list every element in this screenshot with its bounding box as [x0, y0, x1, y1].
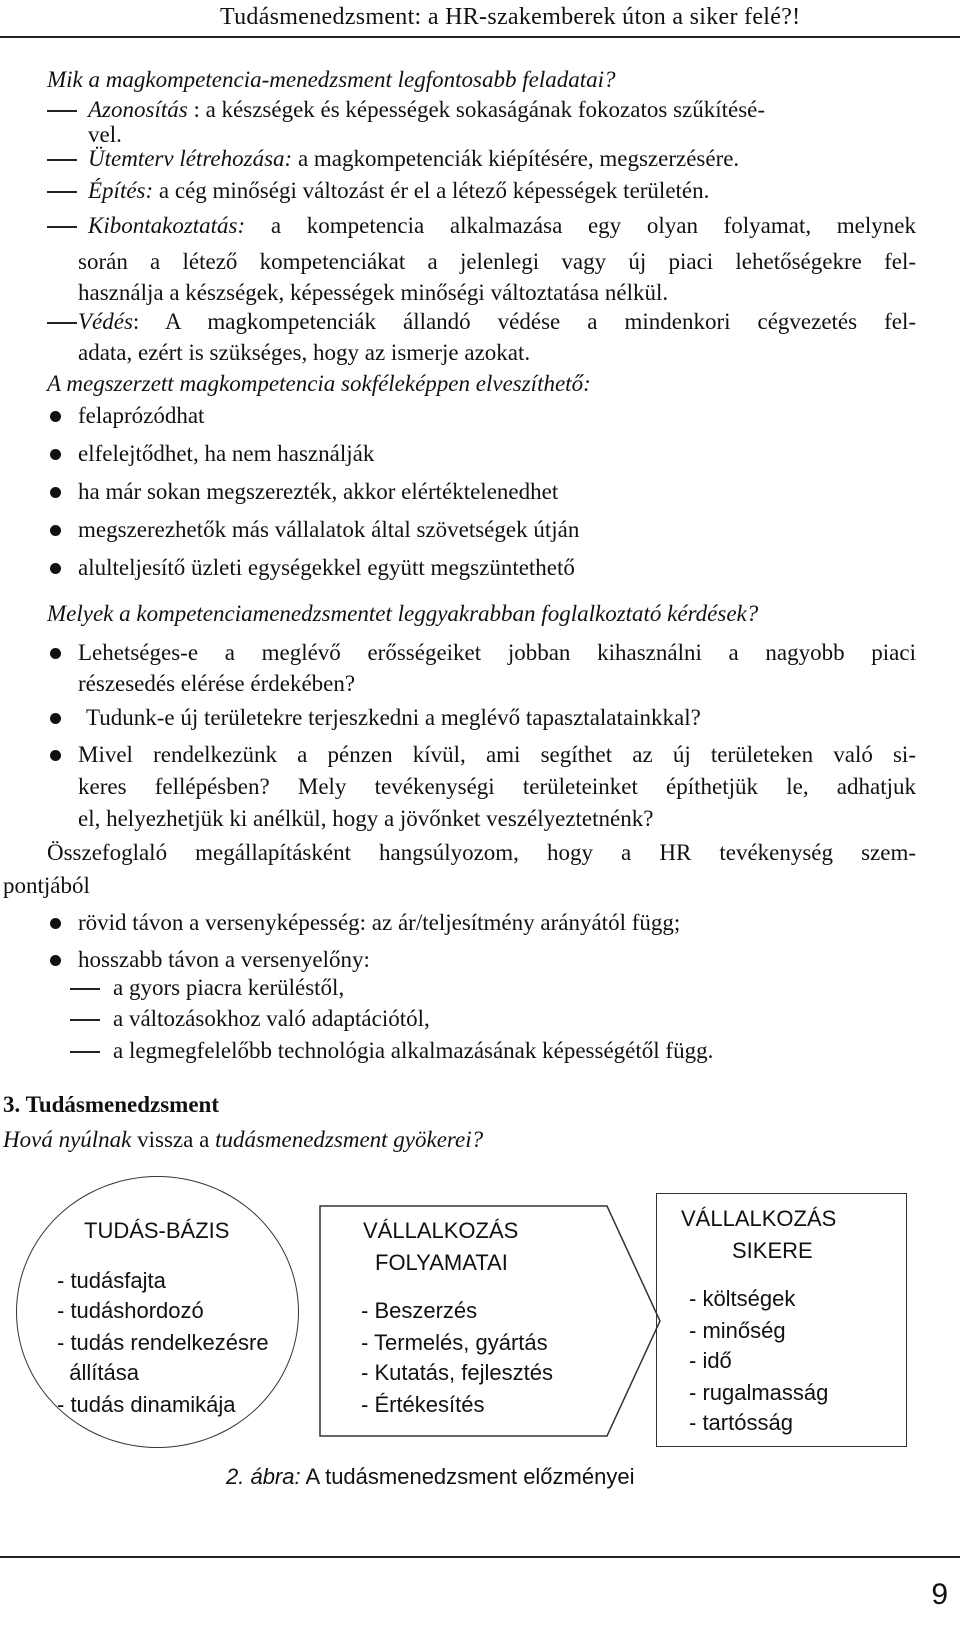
- figure-caption: [226, 1462, 634, 1492]
- item-text: a cég minőségi változást ér el a létező képességek területén.: [153, 178, 710, 203]
- process-item: - Termelés, gyártás: [361, 1330, 548, 1355]
- success-item: - idő: [689, 1348, 732, 1373]
- success-item: - minőség: [689, 1318, 786, 1343]
- bullet-item: elfelejtődhet, ha nem használják: [78, 441, 375, 466]
- success-item: - rugalmasság: [689, 1380, 829, 1405]
- item-azonositas-cont: vel.: [88, 122, 122, 147]
- section-heading: 3. Tudásmenedzsment: [3, 1092, 219, 1117]
- footer-rule: [0, 1556, 960, 1558]
- sub-dash-item: a gyors piacra kerüléstől,: [113, 975, 345, 1000]
- item-kibontakoztatas-l3: használja a készségek, képességek minőségi változtatása nélkül.: [78, 280, 669, 305]
- circle-title: TUDÁS-BÁZIS: [84, 1218, 230, 1243]
- term: Ütemterv létrehozása:: [88, 146, 293, 171]
- process-item: - Beszerzés: [361, 1298, 478, 1323]
- caption-label: 2. ábra:: [226, 1464, 301, 1489]
- bullet-item: rövid távon a versenyképesség: az ár/teljesítmény arányától függ;: [78, 910, 681, 935]
- item-vedes-l2: adata, ezért is szükséges, hogy az ismerje azokat.: [78, 340, 531, 365]
- bullet-item: alulteljesítő üzleti egységekkel együtt megszüntethető: [78, 555, 575, 580]
- item-kibontakoztatas-l2: során a létező kompetenciákat a jelenlegi vagy új piaci lehetőségekre fel-: [78, 249, 916, 274]
- term: Azonosítás: [88, 97, 188, 122]
- circle-item: - tudás dinamikája: [57, 1392, 236, 1417]
- bullet-item: hosszabb távon a versenyelőny:: [78, 947, 370, 972]
- term: Védés: [78, 309, 133, 334]
- bullet-item: ha már sokan megszerezték, akkor elértéktelenedhet: [78, 479, 559, 504]
- circle-item: állítása: [57, 1360, 139, 1385]
- process-item: - Értékesítés: [361, 1392, 485, 1417]
- success-item: - költségek: [689, 1286, 796, 1311]
- running-header: Tudásmenedzsment: a HR-szakemberek úton a siker felé?!: [220, 4, 801, 30]
- summary-line: pontjából: [3, 873, 90, 898]
- q-part: Hová nyúlnak: [3, 1127, 132, 1152]
- process-title: VÁLLALKOZÁS: [363, 1218, 519, 1243]
- process-item: - Kutatás, fejlesztés: [361, 1360, 553, 1385]
- bullet-item-cont: keres fellépésben? Mely tevékenységi területeinket építhetjük le, adhatjuk: [78, 774, 916, 799]
- sub-dash-item: a legmegfelelőbb technológia alkalmazásának képességétől függ.: [113, 1038, 714, 1063]
- term: Építés:: [88, 178, 154, 203]
- success-item: - tartósság: [689, 1410, 793, 1435]
- question-km: Melyek a kompetenciamenedzsmentet leggyakrabban foglalkoztató kérdések?: [47, 601, 759, 626]
- term: Kibontakoztatás:: [88, 213, 246, 238]
- q-part: tudásmenedzsment gyökerei?: [215, 1127, 484, 1152]
- process-title: FOLYAMATAI: [375, 1250, 508, 1275]
- item-text: : A magkompetenciák állandó védése a mindenkori cégvezetés fel-: [132, 309, 916, 334]
- bullet-item: Tudunk-e új területekre terjeszkedni a meglévő tapasztalatainkkal?: [86, 705, 701, 730]
- circle-item: - tudáshordozó: [57, 1298, 204, 1323]
- question-core-tasks: Mik a magkompetencia-menedzsment legfontosabb feladatai?: [47, 67, 616, 92]
- bullet-item-cont: el, helyezhetjük ki anélkül, hogy a jövőnket veszélyeztetnénk?: [78, 806, 654, 831]
- success-title: SIKERE: [732, 1238, 813, 1263]
- item-text: : a készségek és képességek sokaságának fokozatos szűkítésé-: [187, 97, 766, 122]
- bullet-item: megszerezhetők más vállalatok által szövetségek útján: [78, 517, 580, 542]
- caption-text: A tudásmenedzsment előzményei: [300, 1464, 635, 1489]
- page-number: 9: [931, 1578, 948, 1611]
- q-part: vissza a: [131, 1127, 216, 1152]
- bullet-item: Lehetséges-e a meglévő erősségeiket jobban kihasználni a nagyobb piaci: [78, 640, 916, 665]
- item-text: a kompetencia alkalmazása egy olyan folyamat, melynek: [245, 213, 916, 238]
- sub-dash-item: a változásokhoz való adaptációtól,: [113, 1006, 430, 1031]
- bullet-item: felaprózódhat: [78, 403, 205, 428]
- bullet-item: Mivel rendelkezünk a pénzen kívül, ami segíthet az új területeken való si-: [78, 742, 916, 767]
- question-loss: A megszerzett magkompetencia sokféleképpen elveszíthető:: [47, 371, 591, 396]
- item-text: a magkompetenciák kiépítésére, megszerzésére.: [292, 146, 740, 171]
- summary-line: Összefoglaló megállapításként hangsúlyozom, hogy a HR tevékenység szem-: [47, 840, 916, 865]
- circle-item: - tudásfajta: [57, 1268, 166, 1293]
- success-title: VÁLLALKOZÁS: [681, 1206, 837, 1231]
- bullet-item-cont: részesedés elérése érdekében?: [78, 671, 356, 696]
- circle-item: - tudás rendelkezésre: [57, 1330, 269, 1355]
